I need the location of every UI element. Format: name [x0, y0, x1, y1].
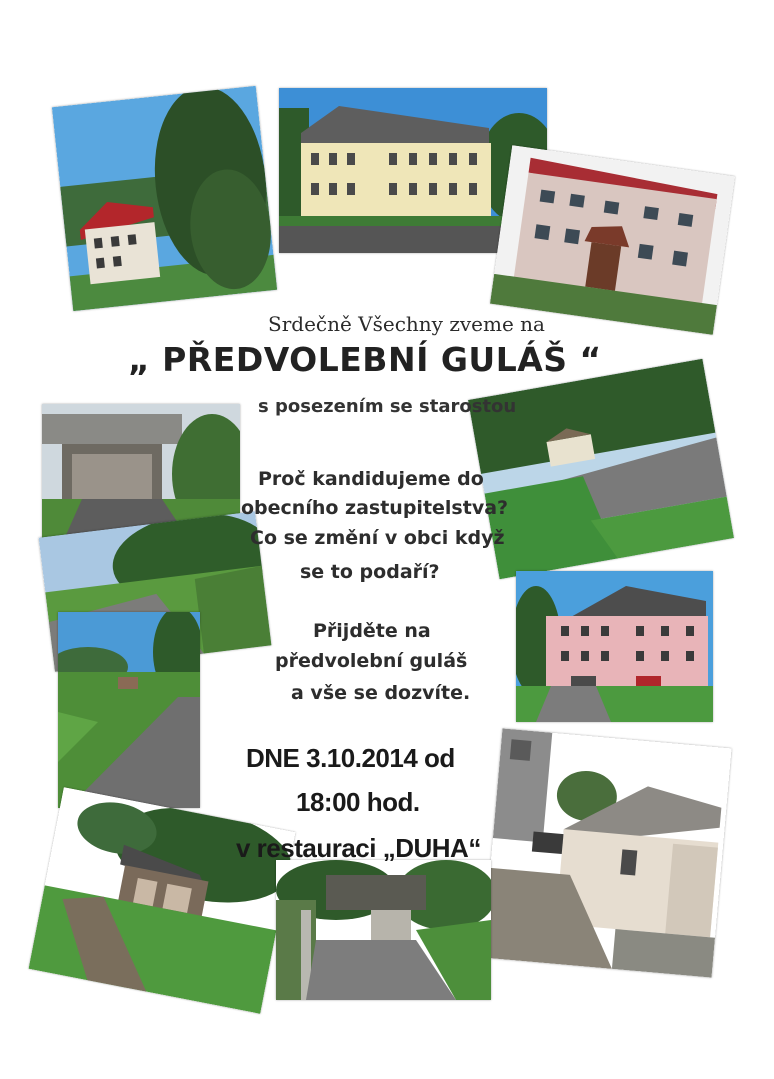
- photo-pink-apartment-block: [516, 571, 713, 722]
- photo-pink-building-porch: [490, 145, 735, 335]
- event-venue-line: v restauraci „DUHA“: [236, 833, 481, 863]
- question-line: Co se změní v obci když: [250, 527, 505, 549]
- photo-white-buildings-yard: [482, 728, 731, 977]
- photo-road-with-house: [468, 359, 734, 580]
- invite-line: Srdečně Všechny zveme na: [268, 312, 545, 336]
- photo-red-roof-house: [52, 86, 277, 311]
- event-date-line: DNE 3.10.2014 od: [246, 743, 455, 773]
- event-time-line: 18:00 hod.: [296, 787, 420, 817]
- event-subtitle: s posezením se starostou: [258, 396, 517, 417]
- question-line: obecního zastupitelstva?: [241, 497, 509, 519]
- question-line: se to podaří?: [300, 561, 440, 583]
- photo-hillside-house-lawn: [29, 787, 296, 1014]
- call-line: předvolební guláš: [275, 650, 468, 672]
- question-line: Proč kandidujeme do: [258, 468, 484, 490]
- event-title: „ PŘEDVOLEBNÍ GULÁŠ “: [128, 340, 602, 379]
- call-line: Přijděte na: [313, 620, 431, 642]
- photo-driveway-gate: [276, 860, 491, 1000]
- photo-hillside-road: [58, 612, 200, 808]
- call-line: a vše se dozvíte.: [291, 682, 471, 704]
